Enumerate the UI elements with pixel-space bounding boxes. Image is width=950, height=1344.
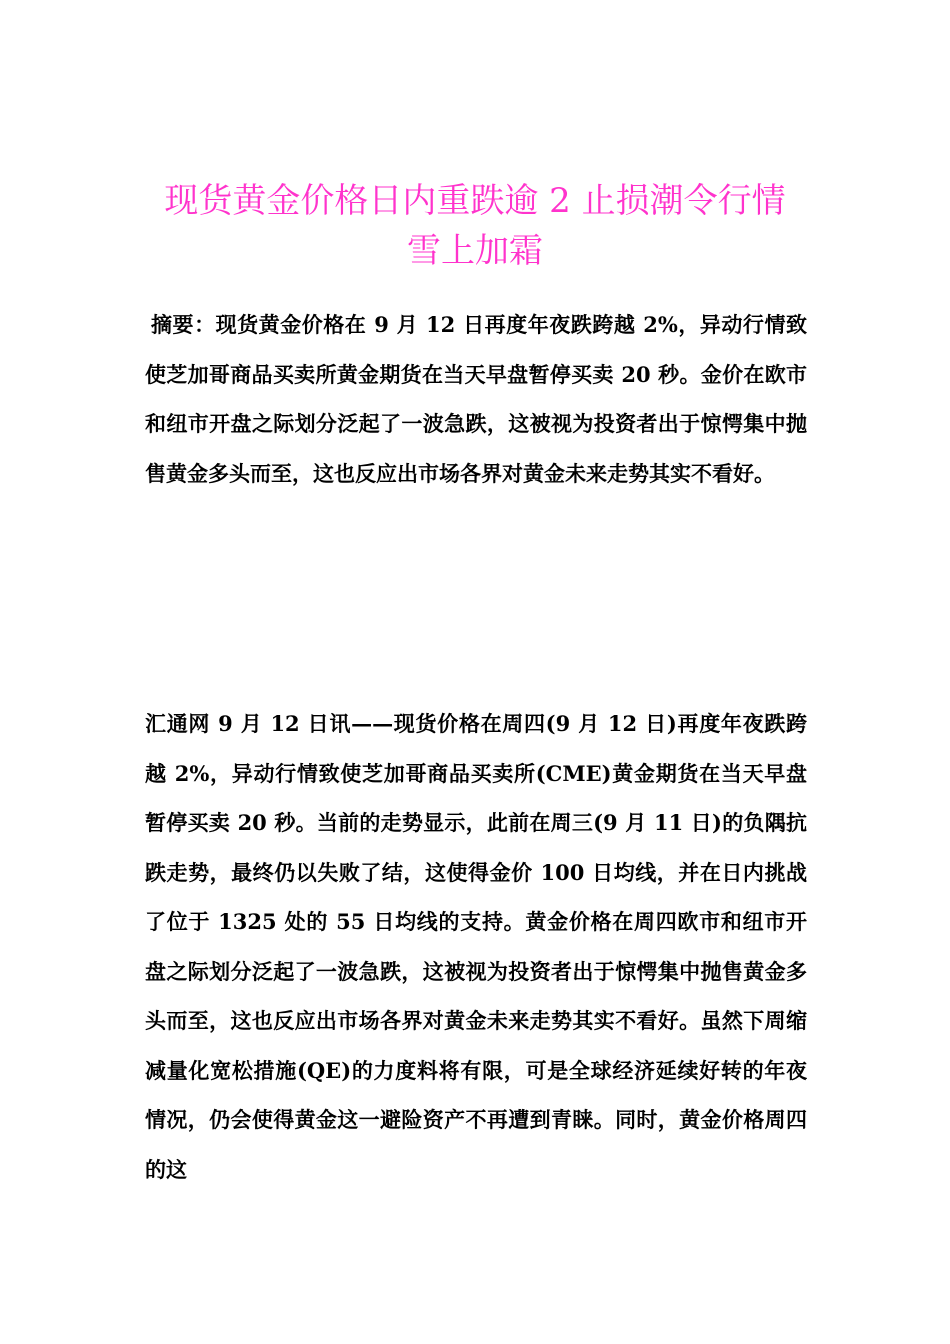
body-paragraph: 汇通网 9 月 12 日讯——现货价格在周四(9 月 12 日)再度年夜跌跨越 2%，异动行情致使芝加哥商品买卖所(CME)黄金期货在当天早盘暂停买卖 20 秒。当前的走势显示，此前在周三(9 月 11 日)的负隅抗跌走势，最终仍以失败了结，这使得金价 100 日均线，并在日内挑战了位于 1325 处的 55 日均线的支持。黄金价格在周四欧市和纽市开盘之际划分泛起了一波急跌，这被视为投资者出于惊愕集中抛售黄金多头而至，这也反应出市场各界对黄金未来走势其实不看好。虽然下周缩减量化宽松措施(QE)的力度料将有限，可是全球经济延续好转的年夜情况，仍会使得黄金这一避险资产不再遭到青睐。同时，黄金价格周四的这 bbox=[145, 711, 807, 1182]
title-line-2: 雪上加霜 bbox=[407, 231, 543, 271]
abstract-paragraph: 摘要：现货黄金价格在 9 月 12 日再度年夜跌跨越 2%，异动行情致使芝加哥商品买卖所黄金期货在当天早盘暂停买卖 20 秒。金价在欧市和纽市开盘之际划分泛起了一波急跌，这被视为投资者出于惊愕集中抛售黄金多头而至，这也反应出市场各界对黄金未来走势其实不看好。 bbox=[145, 312, 807, 486]
document-title bbox=[140, 176, 810, 276]
title-line-1: 现货黄金价格日内重跌逾 2 止损潮令行情 bbox=[164, 181, 786, 221]
